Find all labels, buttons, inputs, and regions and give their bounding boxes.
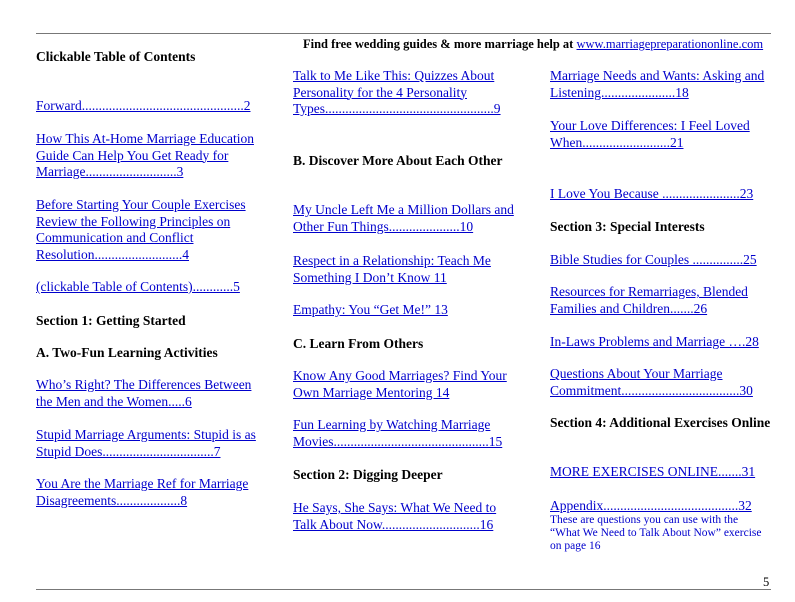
top-rule <box>36 33 771 34</box>
toc-link-fun-movies[interactable]: Fun Learning by Watching Marriage Movies..............................................15 <box>293 417 503 449</box>
section-4-heading: Section 4: Additional Exercises Online <box>550 415 771 430</box>
toc-link-commitment[interactable]: Questions About Your Marriage Commitment...................................30 <box>550 366 753 398</box>
toc-link-more-exercises[interactable]: MORE EXERCISES ONLINE.......31 <box>550 464 756 479</box>
toc-link-talk-to-me[interactable]: Talk to Me Like This: Quizzes About Personality for the 4 Personality Types..................................................9 <box>293 68 501 116</box>
toc-link-remarriages[interactable]: Resources for Remarriages, Blended Families and Children.......26 <box>550 284 748 316</box>
subsection-c-heading: C. Learn From Others <box>293 336 424 351</box>
section-1-heading: Section 1: Getting Started <box>36 313 186 328</box>
toc-link-marriage-ref[interactable]: You Are the Marriage Ref for Marriage Disagreements...................8 <box>36 476 249 508</box>
toc-link-know-good-marriages[interactable]: Know Any Good Marriages? Find Your Own Marriage Mentoring 14 <box>293 368 507 400</box>
toc-link-empathy[interactable]: Empathy: You “Get Me!” 13 <box>293 302 448 317</box>
toc-link-bible-studies[interactable]: Bible Studies for Couples ...............25 <box>550 252 757 267</box>
site-link[interactable]: www.marriagepreparationonline.com <box>576 37 764 51</box>
subsection-a-heading: A. Two-Fun Learning Activities <box>36 345 218 360</box>
header-text: Find free wedding guides & more marriage help at <box>303 37 577 51</box>
section-2-heading: Section 2: Digging Deeper <box>293 467 443 482</box>
toc-link-appendix[interactable]: Appendix........................................32 <box>550 498 752 513</box>
toc-link-in-laws[interactable]: In-Laws Problems and Marriage ….28 <box>550 334 759 349</box>
toc-link-whos-right[interactable]: Who’s Right? The Differences Between the Men and the Women.....6 <box>36 377 252 409</box>
toc-link-forward[interactable]: Forward................................................2 <box>36 98 251 113</box>
toc-link-he-says-she-says[interactable]: He Says, She Says: What We Need to Talk About Now.............................16 <box>293 500 497 532</box>
toc-link-respect[interactable]: Respect in a Relationship: Teach Me Something I Don’t Know 11 <box>293 253 491 285</box>
page-header <box>303 36 773 53</box>
subsection-b-heading: B. Discover More About Each Other <box>293 153 503 168</box>
section-3-heading: Section 3: Special Interests <box>550 219 705 234</box>
toc-link-love-differences[interactable]: Your Love Differences: I Feel Loved When..........................21 <box>550 118 750 150</box>
toc-link-clickable-toc[interactable]: (clickable Table of Contents)............5 <box>36 279 240 294</box>
toc-link-stupid-arguments[interactable]: Stupid Marriage Arguments: Stupid is as Stupid Does.................................7 <box>36 427 256 459</box>
bottom-rule <box>36 589 771 590</box>
toc-link-before-exercises[interactable]: Before Starting Your Couple Exercises Review the Following Principles on Communication and Conflict Resolution..........................4 <box>36 197 246 262</box>
toc-link-i-love-you[interactable]: I Love You Because .......................23 <box>550 186 754 201</box>
toc-link-how-guide[interactable]: How This At-Home Marriage Education Guide Can Help You Get Ready for Marriage...........................3 <box>36 131 254 179</box>
page-number: 5 <box>763 575 770 589</box>
toc-link-needs-wants[interactable]: Marriage Needs and Wants: Asking and Listening......................18 <box>550 68 765 100</box>
toc-link-uncle-million[interactable]: My Uncle Left Me a Million Dollars and Other Fun Things.....................10 <box>293 202 514 234</box>
toc-heading: Clickable Table of Contents <box>36 49 196 64</box>
appendix-note: These are questions you can use with the “What We Need to Talk About Now” exercise on page 16 <box>550 514 762 552</box>
